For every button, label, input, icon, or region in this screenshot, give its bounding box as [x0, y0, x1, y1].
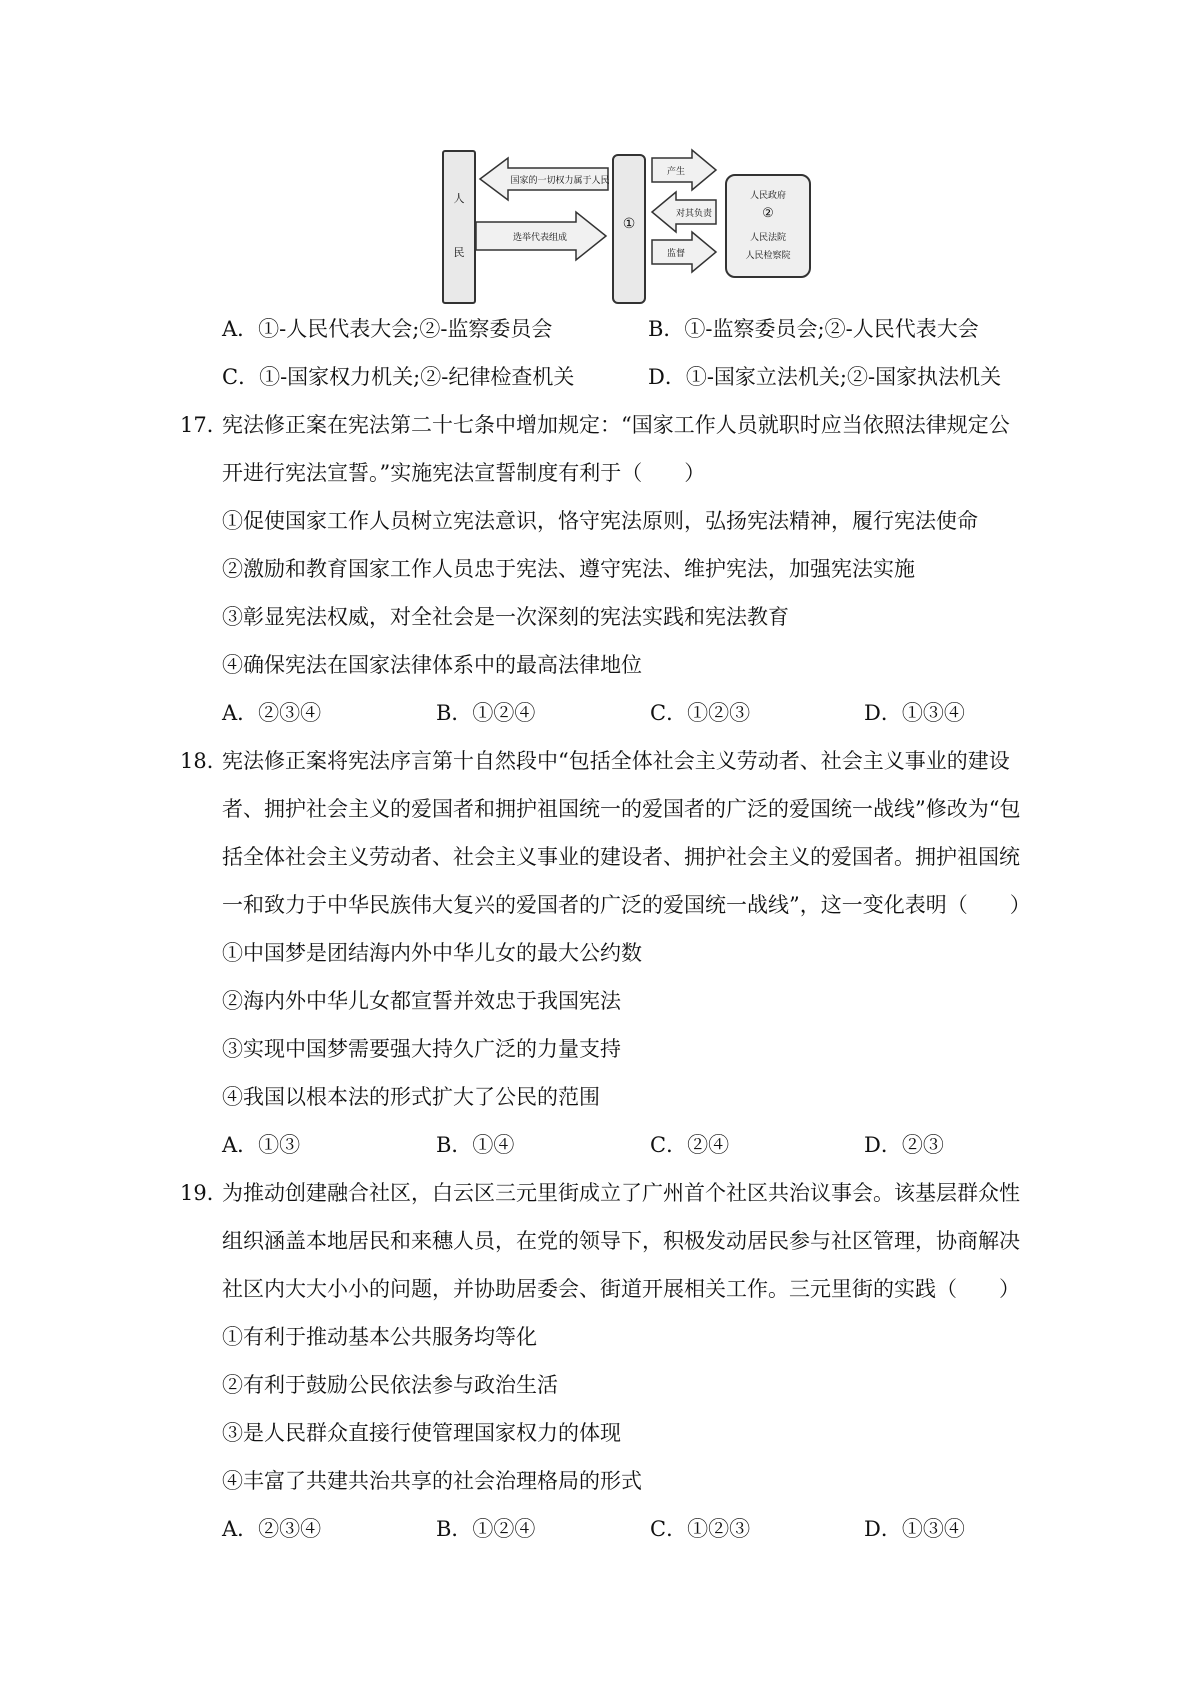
- q16-option-c: C．①-国家权力机关;②-纪律检查机关: [222, 365, 575, 389]
- q18-number: 18．: [180, 749, 228, 773]
- q16-option-a: A．①-人民代表大会;②-监察委员会: [222, 317, 553, 341]
- q19-number: 19．: [180, 1181, 228, 1205]
- organ-court: 人民法院: [749, 233, 786, 243]
- q19-option-d: D．①③④: [864, 1517, 965, 1541]
- q18-option-a: A．①③: [222, 1133, 301, 1157]
- q19-option-b: B．①②④: [436, 1517, 536, 1541]
- q18-item-2: ②海内外中华儿女都宣誓并效忠于我国宪法: [222, 989, 621, 1013]
- arrow-bottom-label: 选举代表组成: [512, 233, 567, 243]
- q17-item-1: ①促使国家工作人员树立宪法意识，恪守宪法原则，弘扬宪法精神，履行宪法使命: [222, 509, 978, 533]
- q19-option-a: A．②③④: [222, 1517, 322, 1541]
- produce-label: 产生: [666, 167, 685, 177]
- q16-option-b: B．①-监察委员会;②-人民代表大会: [648, 317, 979, 341]
- q17-stem-2: 开进行宪法宣誓。”实施宪法宣誓制度有利于（ ）: [222, 461, 706, 485]
- q18-item-3: ③实现中国梦需要强大持久广泛的力量支持: [222, 1037, 621, 1061]
- q19-stem-1: 为推动创建融合社区，白云区三元里街成立了广州首个社区共治议事会。该基层群众性: [222, 1181, 1020, 1205]
- q19-item-2: ②有利于鼓励公民依法参与政治生活: [222, 1373, 558, 1397]
- q19-item-4: ④丰富了共建共治共享的社会治理格局的形式: [222, 1469, 642, 1493]
- q17-number: 17．: [180, 413, 228, 437]
- q19-option-c: C．①②③: [650, 1517, 751, 1541]
- organ-gov: 人民政府: [749, 191, 786, 201]
- q17-option-d: D．①③④: [864, 701, 965, 725]
- q18-stem-1: 宪法修正案将宪法序言第十自然段中“包括全体社会主义劳动者、社会主义事业的建设: [222, 749, 1010, 773]
- center-box: [612, 154, 646, 304]
- q18-option-c: C．②④: [650, 1133, 730, 1157]
- supervise-label: 监督: [666, 249, 685, 259]
- power-structure-diagram: [440, 144, 810, 304]
- q17-option-a: A．②③④: [222, 701, 322, 725]
- q18-stem-3: 括全体社会主义劳动者、社会主义事业的建设者、拥护社会主义的爱国者。拥护祖国统: [222, 845, 1020, 869]
- q18-item-4: ④我国以根本法的形式扩大了公民的范围: [222, 1085, 600, 1109]
- q17-option-b: B．①②④: [436, 701, 536, 725]
- q18-option-d: D．②③: [864, 1133, 944, 1157]
- responsible-label: 对其负责: [675, 209, 712, 219]
- q19-stem-2: 组织涵盖本地居民和来穗人员，在党的领导下，积极发动居民参与社区管理，协商解决: [222, 1229, 1020, 1253]
- people-label-2: 民: [453, 246, 465, 259]
- organ-procuratorate: 人民检察院: [745, 251, 791, 261]
- center-label: ①: [622, 216, 636, 232]
- q18-stem-4: 一和致力于中华民族伟大复兴的爱国者的广泛的爱国统一战线”，这一变化表明（ ）: [222, 893, 1031, 917]
- q17-item-4: ④确保宪法在国家法律体系中的最高法律地位: [222, 653, 642, 677]
- people-label-1: 人: [453, 192, 465, 205]
- q19-stem-3: 社区内大大小小的问题，并协助居委会、街道开展相关工作。三元里街的实践（ ）: [222, 1277, 1020, 1301]
- q17-option-c: C．①②③: [650, 701, 751, 725]
- q19-item-1: ①有利于推动基本公共服务均等化: [222, 1325, 537, 1349]
- organs-box: [725, 174, 811, 278]
- q17-item-2: ②激励和教育国家工作人员忠于宪法、遵守宪法、维护宪法，加强宪法实施: [222, 557, 915, 581]
- q18-item-1: ①中国梦是团结海内外中华儿女的最大公约数: [222, 941, 642, 965]
- q17-stem-1: 宪法修正案在宪法第二十七条中增加规定：“国家工作人员就职时应当依照法律规定公: [222, 413, 1010, 437]
- arrow-top-label: 国家的一切权力属于人民: [510, 176, 610, 186]
- q19-item-3: ③是人民群众直接行使管理国家权力的体现: [222, 1421, 621, 1445]
- q18-stem-2: 者、拥护社会主义的爱国者和拥护祖国统一的爱国者的广泛的爱国统一战线”修改为“包: [222, 797, 1021, 821]
- q17-item-3: ③彰显宪法权威，对全社会是一次深刻的宪法实践和宪法教育: [222, 605, 789, 629]
- organ-2: ②: [762, 206, 774, 221]
- q16-option-d: D．①-国家立法机关;②-国家执法机关: [648, 365, 1002, 389]
- q18-option-b: B．①④: [436, 1133, 515, 1157]
